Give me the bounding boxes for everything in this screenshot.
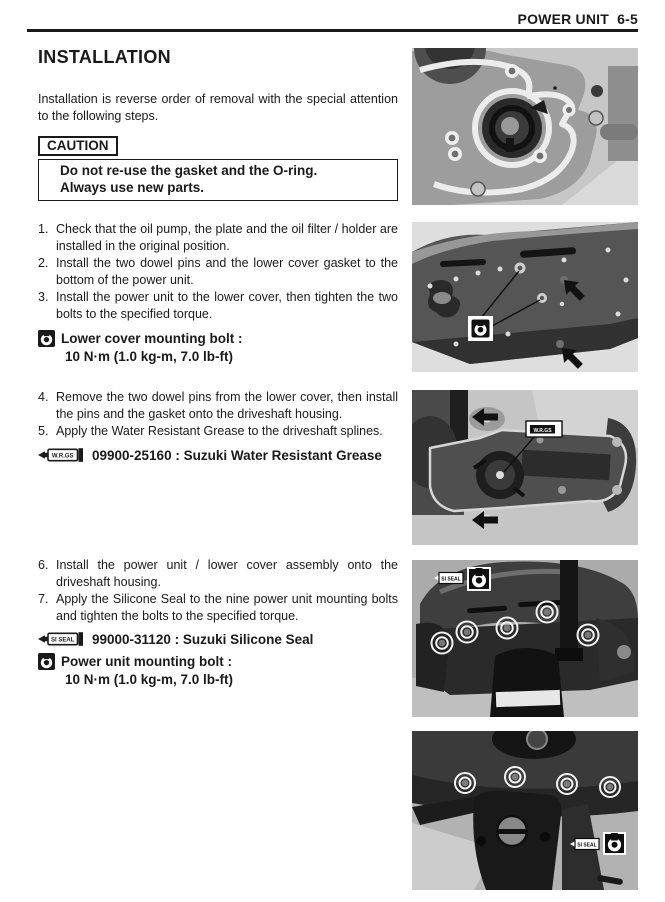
photo-power-unit-bottom — [412, 48, 638, 205]
step-number: 6. — [38, 558, 49, 572]
text-column — [38, 47, 398, 688]
step-item — [38, 591, 398, 625]
svg-text:SI SEAL: SI SEAL — [577, 842, 597, 849]
spec-value: 10 N·m (1.0 kg-m, 7.0 lb-ft) — [65, 349, 234, 364]
step-number: 2. — [38, 256, 49, 270]
step-text: Install the power unit / lower cover assembly onto the driveshaft housing. — [56, 558, 398, 589]
step-text: Remove the two dowel pins from the lower cover, then install the pins and the gasket onto the driveshaft housing. — [56, 390, 398, 421]
step-item — [38, 289, 398, 323]
torque-wrench-icon — [38, 330, 55, 347]
step-text: Check that the oil pump, the plate and the oil filter / holder are installed in the original position. — [56, 222, 398, 253]
header-rule — [27, 29, 638, 32]
intro-paragraph: Installation is reverse order of removal with the special attention to the following steps. — [38, 92, 398, 123]
torque-wrench-icon — [38, 653, 55, 670]
torque-spec-power-unit — [38, 653, 398, 688]
caution-line: Always use new parts. — [60, 180, 205, 195]
step-number: 5. — [38, 424, 49, 438]
caution-line: Do not re-use the gasket and the O-ring. — [60, 163, 318, 178]
torque-wrench-callout-icon — [468, 316, 493, 341]
step-text: Apply the Silicone Seal to the nine power unit mounting bolts and tighten the bolts to the specified torque. — [56, 592, 398, 623]
photo-mounting-bolts-side — [412, 560, 638, 717]
step-item — [38, 423, 398, 440]
step-list-3 — [38, 557, 398, 625]
step-number: 1. — [38, 222, 49, 236]
grease-text: 09900-25160 : Suzuki Water Resistant Grease — [92, 447, 382, 463]
photo-driveshaft-housing — [412, 390, 638, 545]
step-item — [38, 389, 398, 423]
step-item — [38, 557, 398, 591]
spec-label: Power unit mounting bolt : — [61, 654, 232, 669]
step-number: 4. — [38, 390, 49, 404]
sealant-text: 99000-31120 : Suzuki Silicone Seal — [92, 631, 314, 647]
page-title: INSTALLATION — [38, 47, 171, 67]
svg-text:SI SEAL: SI SEAL — [441, 576, 461, 583]
page-header: POWER UNIT 6-5 — [517, 11, 638, 27]
spec-value: 10 N·m (1.0 kg-m, 7.0 lb-ft) — [65, 672, 234, 687]
caution-label: CAUTION — [38, 136, 118, 156]
spec-label: Lower cover mounting bolt : — [61, 331, 243, 346]
step-number: 3. — [38, 290, 49, 304]
torque-spec-lower-cover — [38, 330, 398, 365]
step-list-1 — [38, 221, 398, 323]
step-text: Install the two dowel pins and the lower cover gasket to the bottom of the power unit. — [56, 256, 398, 287]
grease-callout-tag — [526, 421, 562, 437]
caution-box — [38, 159, 398, 201]
svg-text:W.R.GS: W.R.GS — [51, 453, 74, 460]
step-list-2 — [38, 389, 398, 440]
sealant-note — [38, 631, 398, 647]
step-text: Apply the Water Resistant Grease to the driveshaft splines. — [56, 424, 383, 438]
photo-lower-cover — [412, 222, 638, 372]
sealant-tube-icon — [38, 631, 84, 647]
svg-text:SI SEAL: SI SEAL — [51, 637, 75, 644]
step-item — [38, 255, 398, 289]
grease-note — [38, 447, 398, 463]
svg-text:W.R.GS: W.R.GS — [533, 427, 552, 434]
photo-mounting-bolts-rear — [412, 731, 638, 890]
step-item — [38, 221, 398, 255]
step-text: Install the power unit to the lower cover, then tighten the two bolts to the specified torque. — [56, 290, 398, 321]
torque-wrench-callout-icon — [604, 833, 625, 854]
torque-wrench-callout-icon — [468, 568, 490, 590]
step-number: 7. — [38, 592, 49, 606]
grease-tube-icon — [38, 447, 84, 463]
